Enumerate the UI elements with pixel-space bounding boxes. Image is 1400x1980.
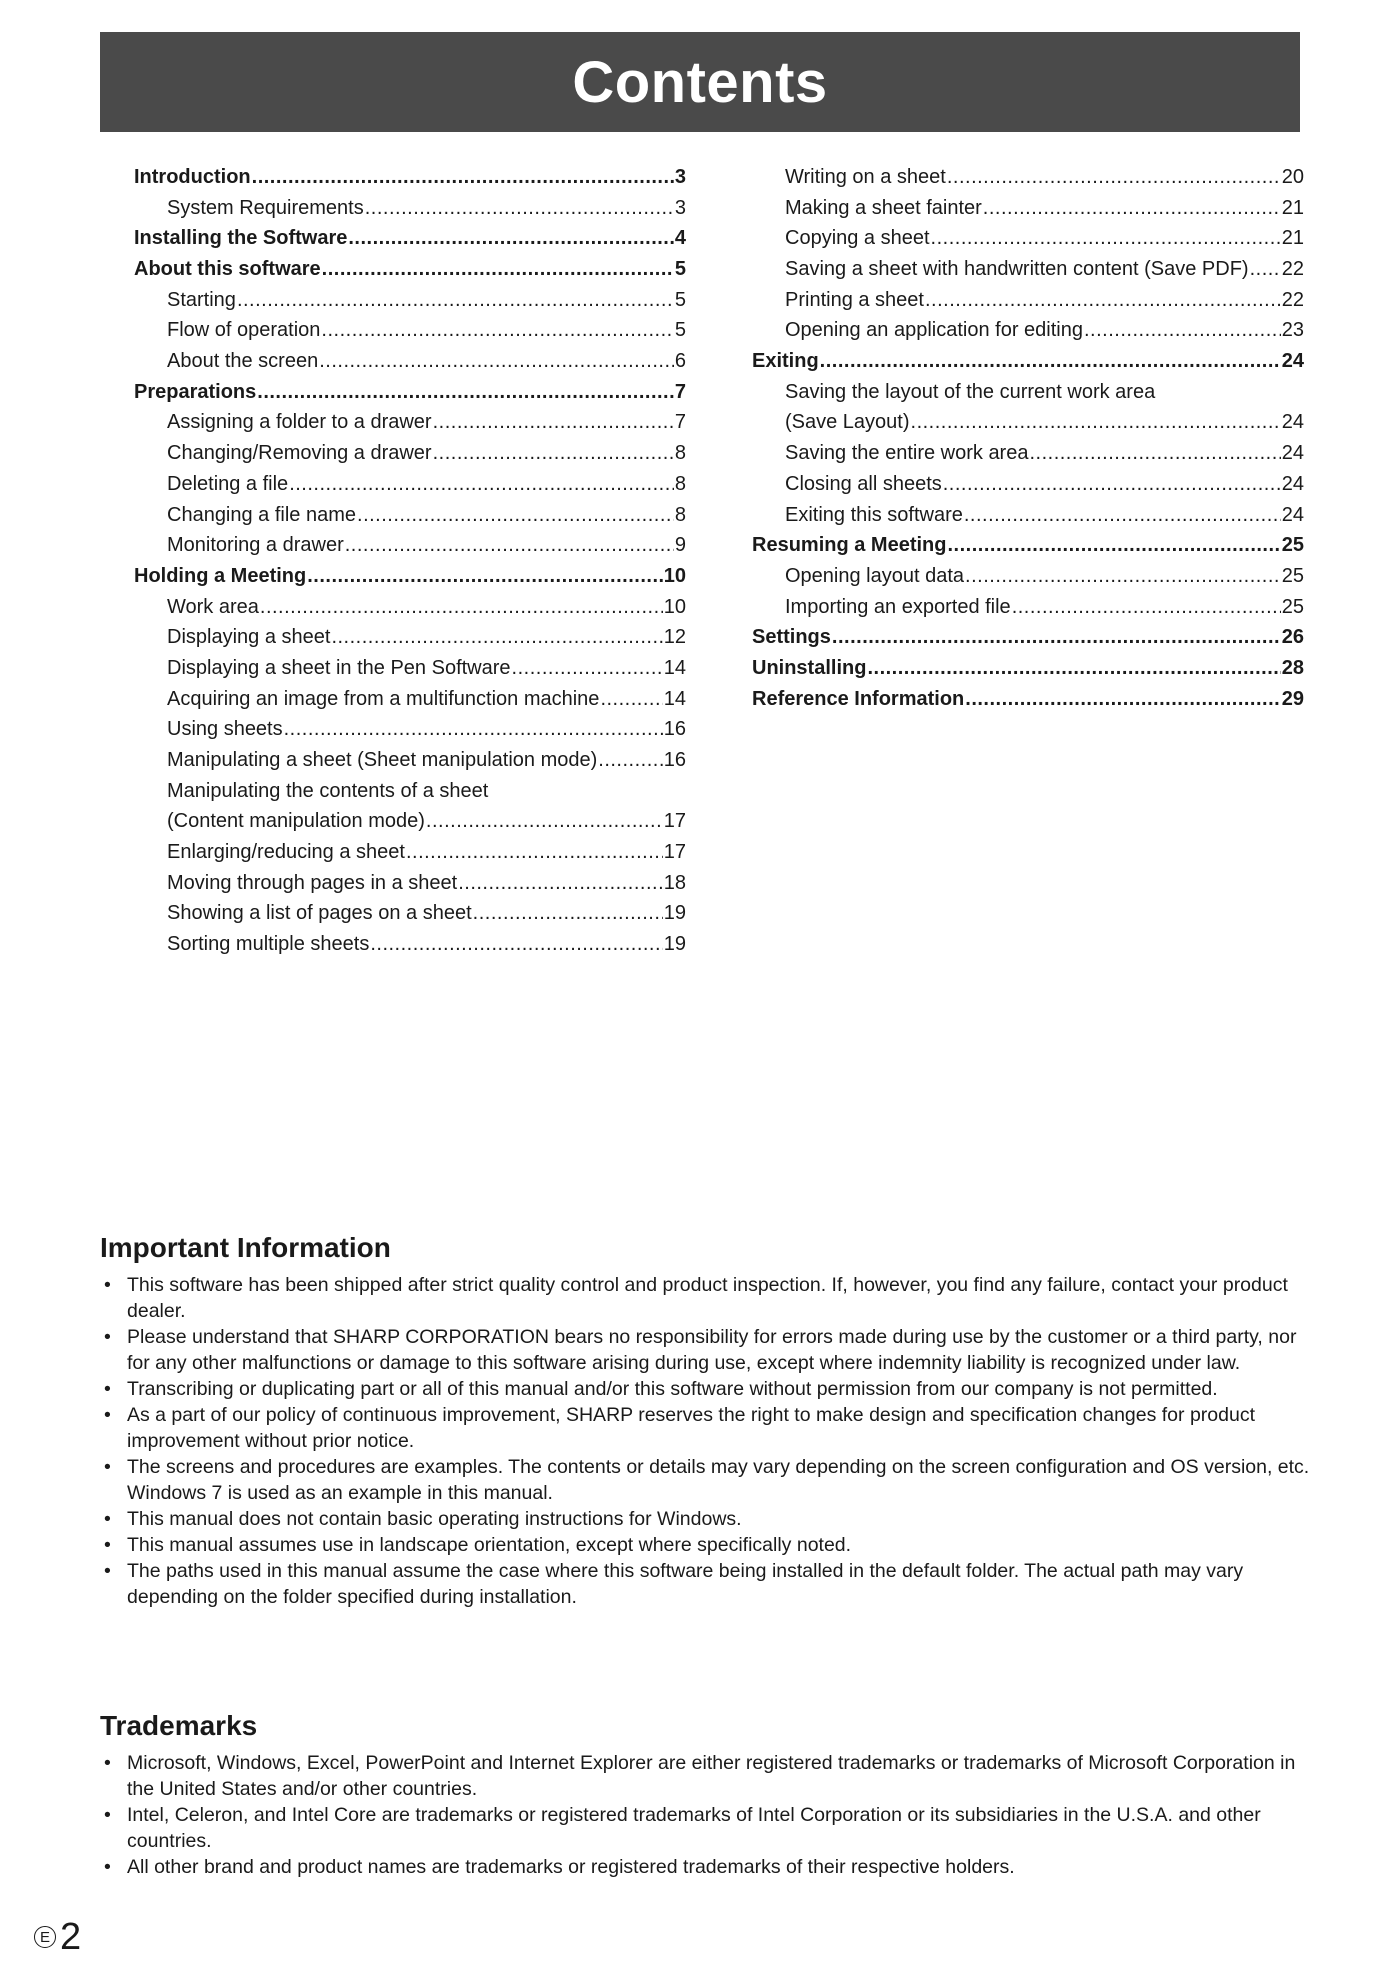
toc-subsection-entry[interactable] <box>134 837 686 868</box>
toc-entry-title: Introduction <box>134 165 251 188</box>
toc-subsection-entry[interactable] <box>752 469 1304 500</box>
toc-dot-leader <box>512 653 663 684</box>
toc-entry-title: Using sheets <box>167 718 283 741</box>
toc-entry-page: 25 <box>1281 595 1304 618</box>
toc-entry-title: Exiting this software <box>785 503 963 526</box>
toc-entry-page: 21 <box>1281 227 1304 250</box>
toc-entry-page: 14 <box>663 656 686 679</box>
toc-section-entry[interactable] <box>134 223 686 254</box>
toc-entry-title: Installing the Software <box>134 227 348 250</box>
bullet-icon: • <box>104 1456 111 1478</box>
toc-subsection-entry[interactable] <box>134 929 686 960</box>
toc-section-entry[interactable] <box>134 254 686 285</box>
toc-entry-page: 17 <box>663 810 686 833</box>
toc-entry-page: 25 <box>1281 534 1304 557</box>
toc-section-entry[interactable] <box>752 622 1304 653</box>
toc-entry-page: 5 <box>674 319 686 342</box>
bullet-icon: • <box>104 1856 111 1878</box>
toc-entry-page: 8 <box>674 472 686 495</box>
toc-section-entry[interactable] <box>752 684 1304 715</box>
toc-entry-page: 24 <box>1281 442 1304 465</box>
toc-left-column <box>134 162 686 960</box>
toc-dot-leader <box>947 162 1281 193</box>
toc-subsection-entry[interactable] <box>134 193 686 224</box>
toc-entry-title: Preparations <box>134 380 257 403</box>
toc-entry-title: Writing on a sheet <box>785 165 946 188</box>
toc-entry-page: 26 <box>1281 626 1304 649</box>
toc-dot-leader <box>321 315 673 346</box>
contents-banner <box>100 32 1300 132</box>
toc-entry-page: 16 <box>663 718 686 741</box>
toc-subsection-entry[interactable] <box>134 622 686 653</box>
toc-entry-continued-title: Saving the layout of the current work area <box>785 380 1156 403</box>
toc-entry-page: 22 <box>1281 288 1304 311</box>
toc-entry-title: About the screen <box>167 350 319 373</box>
toc-right-column <box>752 162 1304 714</box>
toc-entry-page: 24 <box>1281 350 1304 373</box>
toc-entry-title: Work area <box>167 595 259 618</box>
toc-subsection-entry[interactable] <box>134 653 686 684</box>
toc-subsection-entry[interactable] <box>134 500 686 531</box>
toc-section-entry[interactable] <box>134 561 686 592</box>
toc-subsection-entry[interactable] <box>134 315 686 346</box>
toc-subsection-entry[interactable] <box>752 500 1304 531</box>
toc-dot-leader <box>965 561 1281 592</box>
toc-dot-leader <box>600 684 662 715</box>
toc-dot-leader <box>433 407 674 438</box>
toc-entry-title: Changing a file name <box>167 503 357 526</box>
bullet-text: As a part of our policy of continuous improvement, SHARP reserves the right to make design and specification changes for product improvement without prior notice. <box>127 1404 1255 1452</box>
toc-section-entry[interactable] <box>134 162 686 193</box>
important-information-heading: Important Information <box>100 1232 391 1263</box>
toc-section-entry[interactable] <box>752 653 1304 684</box>
bullet-text: This software has been shipped after strict quality control and product inspection. If, however, you find any failure, contact your product dealer. <box>127 1274 1288 1322</box>
toc-entry-page: 4 <box>674 227 686 250</box>
toc-dot-leader <box>370 929 662 960</box>
toc-entry-page: 9 <box>674 534 686 557</box>
page-title: Contents <box>572 49 828 115</box>
toc-entry-page: 3 <box>674 165 686 188</box>
toc-entry-title: Showing a list of pages on a sheet <box>167 902 472 925</box>
toc-entry-title: Closing all sheets <box>785 472 942 495</box>
bullet-text: Microsoft, Windows, Excel, PowerPoint and Internet Explorer are either registered trademarks or trademarks of Microsoft Corporation in the United States and/or other countries. <box>127 1752 1296 1800</box>
toc-entry-title: Acquiring an image from a multifunction machine <box>167 687 600 710</box>
bullet-icon: • <box>104 1274 111 1296</box>
bullet-item <box>100 1506 1310 1532</box>
toc-dot-leader <box>964 500 1281 531</box>
toc-dot-leader <box>925 285 1281 316</box>
toc-subsection-entry[interactable] <box>134 745 686 776</box>
toc-entry-page: 7 <box>674 411 686 434</box>
bullet-text: The screens and procedures are examples. The contents or details may vary depending on the screen configuration and OS version, etc. Windows 7 is used as an example in this manual. <box>127 1456 1310 1504</box>
toc-dot-leader <box>331 622 662 653</box>
toc-entry-page: 6 <box>674 350 686 373</box>
toc-entry-page: 20 <box>1281 165 1304 188</box>
toc-entry-page: 24 <box>1281 472 1304 495</box>
bullet-item <box>100 1402 1310 1454</box>
toc-entry-title: Printing a sheet <box>785 288 924 311</box>
toc-section-entry[interactable] <box>134 377 686 408</box>
important-information-list <box>100 1272 1310 1610</box>
bullet-item <box>100 1532 1310 1558</box>
toc-entry-title: Displaying a sheet <box>167 626 331 649</box>
toc-entry-title: Displaying a sheet in the Pen Software <box>167 656 511 679</box>
toc-entry-title: Saving a sheet with handwritten content (Save PDF) <box>785 258 1249 281</box>
trademarks-heading: Trademarks <box>100 1710 258 1741</box>
toc-entry-title: Saving the entire work area <box>785 442 1029 465</box>
toc-subsection-entry[interactable] <box>134 684 686 715</box>
toc-entry-page: 24 <box>1281 411 1304 434</box>
toc-subsection-entry[interactable] <box>134 530 686 561</box>
toc-dot-leader <box>965 684 1280 715</box>
bullet-icon: • <box>104 1326 111 1348</box>
toc-entry-page: 19 <box>663 902 686 925</box>
toc-subsection-entry[interactable] <box>134 868 686 899</box>
toc-subsection-entry[interactable] <box>752 254 1304 285</box>
toc-entry-page: 28 <box>1281 656 1304 679</box>
toc-entry-page: 29 <box>1281 687 1304 710</box>
bullet-icon: • <box>104 1378 111 1400</box>
bullet-icon: • <box>104 1752 111 1774</box>
toc-subsection-entry[interactable] <box>752 561 1304 592</box>
page-footer <box>34 1918 81 1956</box>
toc-subsection-entry[interactable] <box>752 438 1304 469</box>
toc-entry-page: 10 <box>663 595 686 618</box>
bullet-text: Please understand that SHARP CORPORATION bears no responsibility for errors made during use by the customer or a third party, nor for any other malfunctions or damage to this software arising during use, except where indemnity liability is recognized under law. <box>127 1326 1297 1374</box>
toc-dot-leader <box>284 714 663 745</box>
bullet-item <box>100 1802 1310 1854</box>
toc-subsection-entry[interactable] <box>134 346 686 377</box>
toc-entry-title: Starting <box>167 288 236 311</box>
toc-entry-title: Flow of operation <box>167 319 321 342</box>
toc-entry-title: Enlarging/reducing a sheet <box>167 841 405 864</box>
bullet-item <box>100 1272 1310 1324</box>
bullet-icon: • <box>104 1560 111 1582</box>
toc-dot-leader <box>426 806 663 837</box>
toc-subsection-entry[interactable] <box>752 315 1304 346</box>
toc-entry-title: Holding a Meeting <box>134 564 307 587</box>
toc-entry-title: Deleting a file <box>167 472 289 495</box>
toc-entry-page: 23 <box>1281 319 1304 342</box>
toc-entry-page: 3 <box>674 196 686 219</box>
toc-entry-page: 19 <box>663 933 686 956</box>
toc-dot-leader <box>433 438 674 469</box>
toc-subsection-entry[interactable] <box>752 592 1304 623</box>
toc-entry-page: 8 <box>674 442 686 465</box>
toc-entry-title: Exiting <box>752 350 819 373</box>
toc-dot-leader <box>307 561 663 592</box>
toc-subsection-entry[interactable] <box>134 408 686 439</box>
toc-entry-title: Copying a sheet <box>785 227 930 250</box>
bullet-item <box>100 1558 1310 1610</box>
toc-dot-leader <box>345 530 674 561</box>
toc-entry-title: (Content manipulation mode) <box>167 810 425 833</box>
toc-entry-title: Opening an application for editing <box>785 319 1083 342</box>
toc-subsection-entry[interactable] <box>752 223 1304 254</box>
toc-dot-leader <box>931 223 1281 254</box>
toc-entry-page: 14 <box>663 687 686 710</box>
toc-dot-leader <box>1029 438 1280 469</box>
toc-entry-page: 5 <box>674 258 686 281</box>
toc-dot-leader <box>289 469 674 500</box>
toc-subsection-entry[interactable] <box>134 469 686 500</box>
toc-entry-title: Monitoring a drawer <box>167 534 344 557</box>
trademarks-list <box>100 1750 1310 1880</box>
bullet-text: The paths used in this manual assume the case where this software being installed in the default folder. The actual path may vary depending on the folder specified during installation. <box>127 1560 1244 1608</box>
bullet-text: This manual does not contain basic operating instructions for Windows. <box>127 1508 742 1530</box>
toc-entry-title: Uninstalling <box>752 656 867 679</box>
bullet-icon: • <box>104 1404 111 1426</box>
toc-entry-page: 10 <box>663 564 686 587</box>
toc-entry-page: 16 <box>663 749 686 772</box>
toc-entry-title: Resuming a Meeting <box>752 534 947 557</box>
toc-entry-title: About this software <box>134 258 321 281</box>
toc-entry-title: System Requirements <box>167 196 364 219</box>
toc-entry-page: 22 <box>1281 258 1304 281</box>
toc-subsection-entry[interactable] <box>134 285 686 316</box>
toc-dot-leader <box>598 745 662 776</box>
toc-dot-leader <box>820 346 1281 377</box>
toc-entry-page: 7 <box>674 380 686 403</box>
bullet-item <box>100 1324 1310 1376</box>
language-badge-icon: E <box>34 1926 56 1948</box>
toc-entry-title: Manipulating a sheet (Sheet manipulation mode) <box>167 749 598 772</box>
toc-entry-page: 12 <box>663 626 686 649</box>
toc-dot-leader <box>1012 592 1281 623</box>
toc-subsection-entry[interactable] <box>752 285 1304 316</box>
toc-entry-title: Making a sheet fainter <box>785 196 982 219</box>
toc-section-entry[interactable] <box>752 530 1304 561</box>
bullet-text: All other brand and product names are trademarks or registered trademarks of their respective holders. <box>127 1856 1015 1878</box>
toc-dot-leader <box>943 469 1281 500</box>
bullet-item <box>100 1376 1310 1402</box>
toc-subsection-entry[interactable] <box>752 193 1304 224</box>
toc-entry-title: Settings <box>752 626 831 649</box>
toc-entry-title: Changing/Removing a drawer <box>167 442 432 465</box>
toc-dot-leader <box>252 162 674 193</box>
toc-dot-leader <box>1250 254 1281 285</box>
bullet-icon: • <box>104 1508 111 1530</box>
toc-dot-leader <box>458 868 663 899</box>
bullet-text: Intel, Celeron, and Intel Core are trademarks or registered trademarks of Intel Corporation or its subsidiaries in the U.S.A. and other countries. <box>127 1804 1261 1852</box>
page-number: 2 <box>60 1916 82 1958</box>
bullet-icon: • <box>104 1534 111 1556</box>
toc-entry-title: Assigning a folder to a drawer <box>167 411 432 434</box>
toc-subsection-entry[interactable] <box>134 899 686 930</box>
toc-entry-page: 21 <box>1281 196 1304 219</box>
bullet-item <box>100 1454 1310 1506</box>
bullet-text: This manual assumes use in landscape orientation, except where specifically noted. <box>127 1534 852 1556</box>
toc-entry-page: 5 <box>674 288 686 311</box>
toc-dot-leader <box>473 898 663 929</box>
toc-dot-leader <box>947 530 1280 561</box>
toc-entry-page: 25 <box>1281 564 1304 587</box>
toc-entry-title: Moving through pages in a sheet <box>167 871 458 894</box>
toc-dot-leader <box>832 622 1281 653</box>
toc-dot-leader <box>365 193 674 224</box>
bullet-icon: • <box>104 1804 111 1826</box>
toc-dot-leader <box>983 193 1281 224</box>
toc-entry-continued-title: Manipulating the contents of a sheet <box>167 779 489 802</box>
toc-subsection-entry[interactable] <box>134 714 686 745</box>
toc-dot-leader <box>867 653 1280 684</box>
toc-dot-leader <box>257 377 674 408</box>
toc-dot-leader <box>237 285 674 316</box>
toc-dot-leader <box>348 223 674 254</box>
toc-entry-page: 18 <box>663 871 686 894</box>
toc-entry-title: Sorting multiple sheets <box>167 933 370 956</box>
toc-dot-leader <box>357 500 674 531</box>
toc-subsection-entry[interactable] <box>134 806 686 837</box>
toc-entry-title: Importing an exported file <box>785 595 1011 618</box>
toc-subsection-entry[interactable] <box>134 592 686 623</box>
toc-entry-title: Opening layout data <box>785 564 965 587</box>
toc-dot-leader <box>1084 315 1281 346</box>
bullet-item <box>100 1750 1310 1802</box>
toc-entry-page: 24 <box>1281 503 1304 526</box>
toc-dot-leader <box>911 407 1281 438</box>
toc-subsection-entry[interactable] <box>752 408 1304 439</box>
bullet-item <box>100 1854 1310 1880</box>
toc-subsection-entry[interactable] <box>752 162 1304 193</box>
toc-dot-leader <box>322 254 674 285</box>
bullet-text: Transcribing or duplicating part or all of this manual and/or this software without permission from our company is not permitted. <box>127 1378 1218 1400</box>
toc-dot-leader <box>260 592 663 623</box>
toc-dot-leader <box>319 346 674 377</box>
toc-section-entry[interactable] <box>752 346 1304 377</box>
toc-entry-title: Reference Information <box>752 687 965 710</box>
toc-subsection-entry[interactable] <box>134 438 686 469</box>
toc-entry-page: 8 <box>674 503 686 526</box>
toc-entry-page: 17 <box>663 841 686 864</box>
toc-dot-leader <box>406 837 663 868</box>
toc-entry-title: (Save Layout) <box>785 411 910 434</box>
